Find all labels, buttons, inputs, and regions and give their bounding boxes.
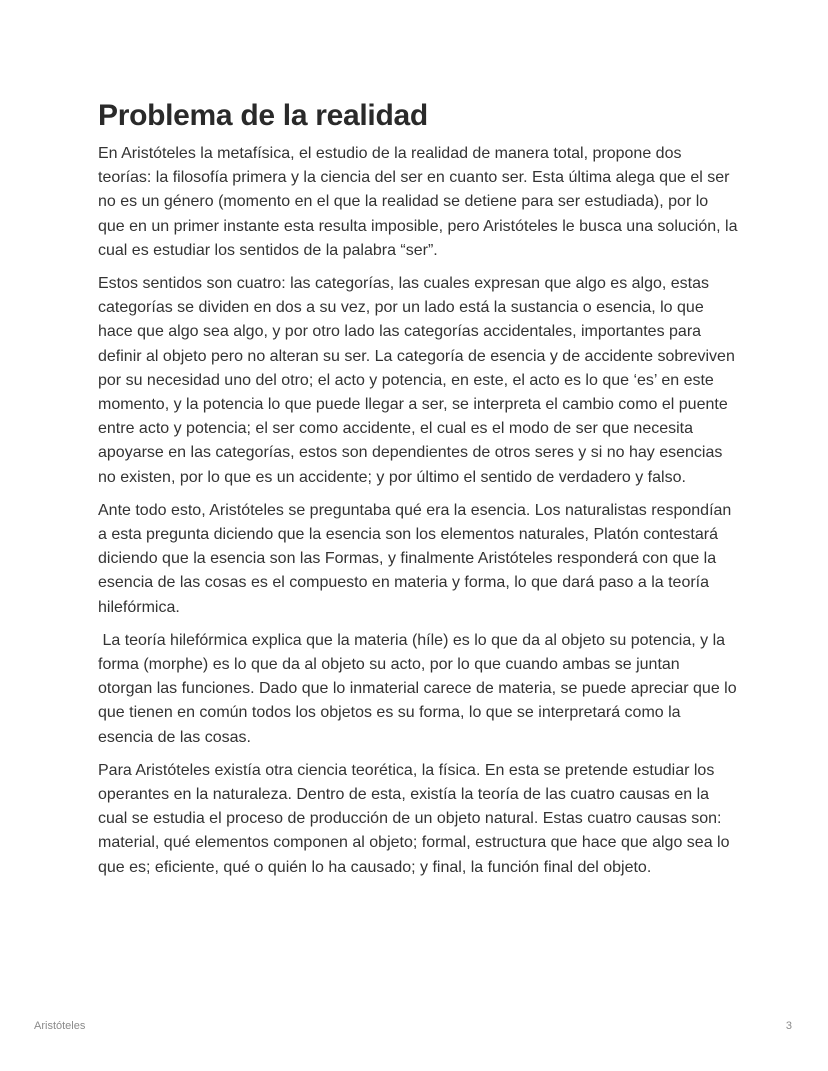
paragraph-fisica: Para Aristóteles existía otra ciencia teorética, la física. En esta se pretende estudiar los operantes en la naturaleza. Dentro de esta, existía la teoría de las cuatro causas en la cual se estudia el proceso de producción de un objeto natural. Estas cuatro causas son: material, qué elementos componen al objeto; formal, estructura que hace que algo sea lo que es; eficiente, qué o quién lo ha causado; y final, la función final del objeto. bbox=[98, 761, 730, 876]
page-title: Problema de la realidad bbox=[98, 99, 428, 132]
paragraph-metafisica: En Aristóteles la metafísica, el estudio de la realidad de manera total, propone dos teorías: la filosofía primera y la ciencia del ser en cuanto ser. Esta última alega que el ser no es un género (momento en el que la realidad se detiene para ser estudiada), por lo que en un primer instante esta resulta imposible, pero Aristóteles le busca una solución, la cual es estudiar los sentidos de la palabra “ser”. bbox=[98, 145, 738, 259]
footer-document-title: Aristóteles bbox=[34, 1020, 86, 1032]
paragraph-teoria-hileformica: La teoría hilefórmica explica que la materia (híle) es lo que da al objeto su potencia, y la forma (morphe) es lo que da al objeto su acto, por lo que cuando ambas se juntan otorgan las funciones. Dado que lo inmaterial carece de materia, se puede apreciar que lo que tienen en común todos los objetos es su forma, lo que se interpretará como la esencia de las cosas. bbox=[98, 631, 742, 746]
paragraph-esencia: Ante todo esto, Aristóteles se preguntaba qué era la esencia. Los naturalistas respondían a esta pregunta diciendo que la esencia son los elementos naturales, Platón contestará diciendo que la esencia son las Formas, y finalmente Aristóteles responderá con que la esencia de las cosas es el compuesto en materia y forma, lo que dará paso a la teoría hilefórmica. bbox=[98, 501, 732, 616]
page-content bbox=[98, 96, 742, 889]
footer-page-number: 3 bbox=[785, 1020, 792, 1032]
paragraph-sentidos-del-ser: Estos sentidos son cuatro: las categorías, las cuales expresan que algo es algo, estas categorías se dividen en dos a su vez, por un lado está la sustancia o esencia, lo que hace que algo sea algo, y por otro lado las categorías accidentales, importantes para definir al objeto pero no alteran su ser. La categoría de esencia y de accidente sobreviven por su necesidad uno del otro; el acto y potencia, en este, el acto es lo que ‘es’ en este momento, y la potencia lo que puede llegar a ser, se interpreta el cambio como el puente entre acto y potencia; el ser como accidente, el cual es el modo de ser que necesita apoyarse en las categorías, estos son dependientes de otros seres y si no hay esencias no existen, por lo que es un accidente; y por último el sentido de verdadero y falso. bbox=[98, 275, 735, 486]
